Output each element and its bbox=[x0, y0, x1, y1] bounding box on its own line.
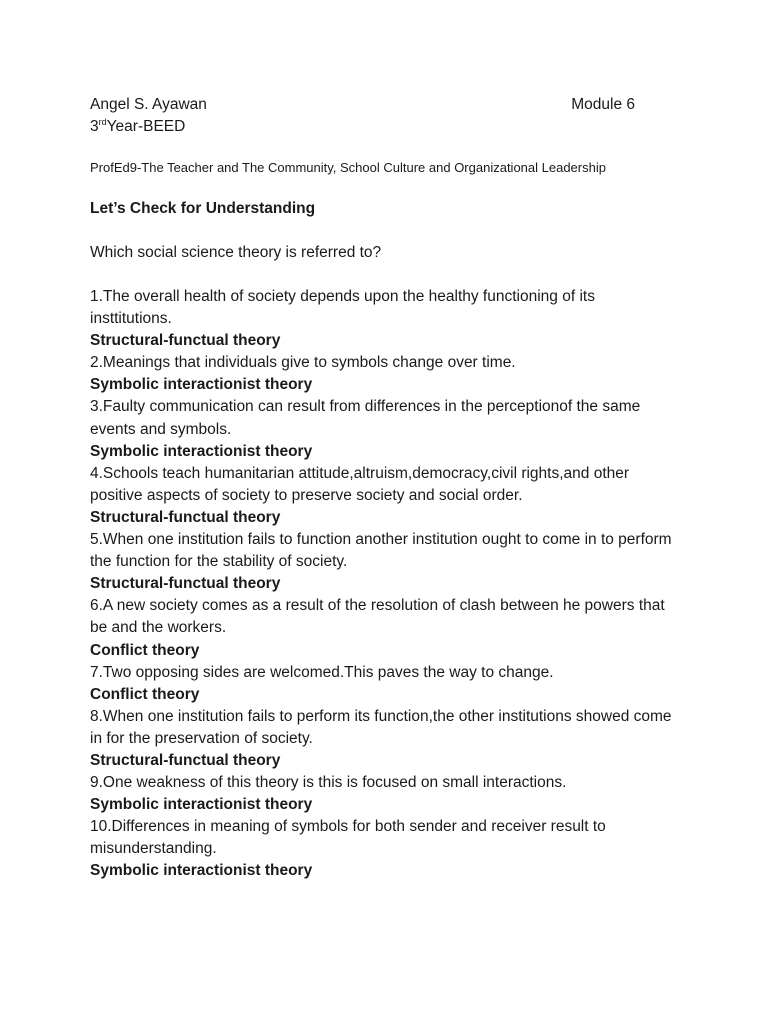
question-text: 1.The overall health of society depends upon the healthy functioning of its insttitutions. bbox=[90, 288, 595, 328]
question-text: 7.Two opposing sides are welcomed.This paves the way to change. bbox=[90, 663, 554, 681]
year-suffix: Year-BEED bbox=[106, 118, 186, 135]
header-row bbox=[90, 94, 635, 116]
question-text: 6.A new society comes as a result of the resolution of clash between he powers that be and the workers. bbox=[90, 597, 665, 637]
question-text: 3.Faulty communication can result from differences in the perceptionof the same events and symbols. bbox=[90, 398, 641, 438]
question-prompt: Which social science theory is referred to? bbox=[90, 244, 382, 261]
module-label: Module 6 bbox=[571, 96, 635, 113]
question-text: 5.When one institution fails to function another institution ought to come in to perform the function for the stability of society. bbox=[90, 531, 672, 571]
answer-text: Structural-functual theory bbox=[90, 575, 281, 593]
answer-text: Symbolic interactionist theory bbox=[90, 442, 313, 460]
answer-text: Symbolic interactionist theory bbox=[90, 796, 313, 814]
answer-text: Structural-functual theory bbox=[90, 751, 281, 769]
question-text: 8.When one institution fails to perform its function,the other institutions showed come in for the preservation of society. bbox=[90, 707, 672, 747]
course-title: ProfEd9-The Teacher and The Community, School Culture and Organizational Leadership bbox=[90, 160, 606, 175]
year-prefix: 3 bbox=[90, 118, 99, 135]
question-list bbox=[90, 286, 680, 883]
question-text: 4.Schools teach humanitarian attitude,altruism,democracy,civil rights,and other positive aspects of society to preserve society and social order. bbox=[90, 464, 630, 504]
year-superscript: rd bbox=[98, 117, 107, 127]
section-title: Let’s Check for Understanding bbox=[90, 200, 316, 217]
answer-text: Conflict theory bbox=[90, 685, 200, 703]
author-name: Angel S. Ayawan bbox=[90, 96, 207, 113]
question-text: 2.Meanings that individuals give to symbols change over time. bbox=[90, 354, 516, 372]
answer-text: Structural-functual theory bbox=[90, 508, 281, 526]
year-level bbox=[90, 116, 185, 138]
answer-text: Symbolic interactionist theory bbox=[90, 376, 313, 394]
answer-text: Symbolic interactionist theory bbox=[90, 862, 313, 880]
answer-text: Structural-functual theory bbox=[90, 332, 281, 350]
answer-text: Conflict theory bbox=[90, 641, 200, 659]
question-text: 10.Differences in meaning of symbols for both sender and receiver result to misunderstanding. bbox=[90, 818, 606, 858]
question-text: 9.One weakness of this theory is this is focused on small interactions. bbox=[90, 774, 567, 792]
